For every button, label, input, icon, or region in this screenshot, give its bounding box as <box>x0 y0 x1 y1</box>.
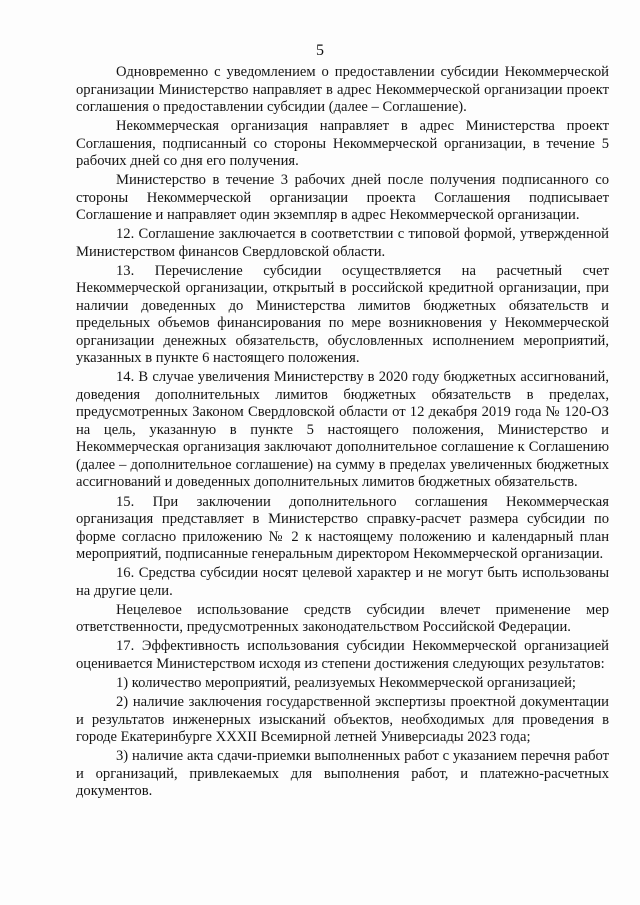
page-number: 5 <box>316 42 324 59</box>
paragraph-misuse-liability: Нецелевое использование средств субсидии влечет применение мер ответственности, предусмотренных законодательством Российской Федерации. <box>76 601 609 636</box>
paragraph-ministry-signing: Министерство в течение 3 рабочих дней после получения подписанного со стороны Некоммерческой организации проекта Соглашения подписывает Соглашение и направляет один экземпляр в адрес Некоммерческой организации. <box>76 172 609 224</box>
paragraph-item-15: 15. При заключении дополнительного соглашения Некоммерческая организация представляет в Министерство справку-расчет размера субсидии по форме согласно приложению № 2 к настоящему положению и календарный план мероприятий, подписанные генеральным директором Некоммерческой организации. <box>76 493 609 563</box>
paragraph-item-17: 17. Эффективность использования субсидии Некоммерческой организацией оценивается Министерством исходя из степени достижения следующих результатов: <box>76 638 609 672</box>
paragraph-item-16: 16. Средства субсидии носят целевой характер и не могут быть использованы на другие цели. <box>76 565 609 599</box>
document-body <box>76 64 609 802</box>
list-item-result-2: 2) наличие заключения государственной экспертизы проектной документации и результатов инженерных изысканий объектов, необходимых для проведения в городе Екатеринбурге XXXII Всемирной летней Универсиады 2023 года; <box>76 694 609 746</box>
paragraph-draft-agreement-return: Некоммерческая организация направляет в адрес Министерства проект Соглашения, подписанный со стороны Некоммерческой организации, в течение 5 рабочих дней со дня его получения. <box>76 118 609 170</box>
paragraph-subsidy-notification: Одновременно с уведомлением о предоставлении субсидии Некоммерческой организации Министерство направляет в адрес Некоммерческой организации проект соглашения о предоставлении субсидии (далее – Соглашение). <box>76 64 609 115</box>
list-item-result-3: 3) наличие акта сдачи-приемки выполненных работ с указанием перечня работ и организаций, привлекаемых для выполнения работ, и платежно-расчетных документов. <box>76 748 609 800</box>
paragraph-item-13: 13. Перечисление субсидии осуществляется на расчетный счет Некоммерческой организации, открытый в российской кредитной организации, при наличии доведенных до Министерства лимитов бюджетных обязательств и предельных объемов финансирования по мере возникновения у Некоммерческой организации денежных обязательств, обусловленных исполнением мероприятий, указанных в пункте 6 настоящего положения. <box>76 262 609 367</box>
paragraph-item-14: 14. В случае увеличения Министерству в 2020 году бюджетных ассигнований, доведения дополнительных лимитов бюджетных обязательств в пределах, предусмотренных Законом Свердловской области от 12 декабря 2019 года № 120-ОЗ на цель, указанную в пункте 5 настоящего положения, Министерство и Некоммерческая организация заключают дополнительное соглашение к Соглашению (далее – дополнительное соглашение) на сумму в пределах увеличенных бюджетных ассигнований и доведенных дополнительных лимитов бюджетных обязательств. <box>76 369 609 491</box>
paragraph-item-12: 12. Соглашение заключается в соответствии с типовой формой, утвержденной Министерством финансов Свердловской области. <box>76 226 609 260</box>
list-item-result-1: 1) количество мероприятий, реализуемых Некоммерческой организацией; <box>116 674 576 691</box>
